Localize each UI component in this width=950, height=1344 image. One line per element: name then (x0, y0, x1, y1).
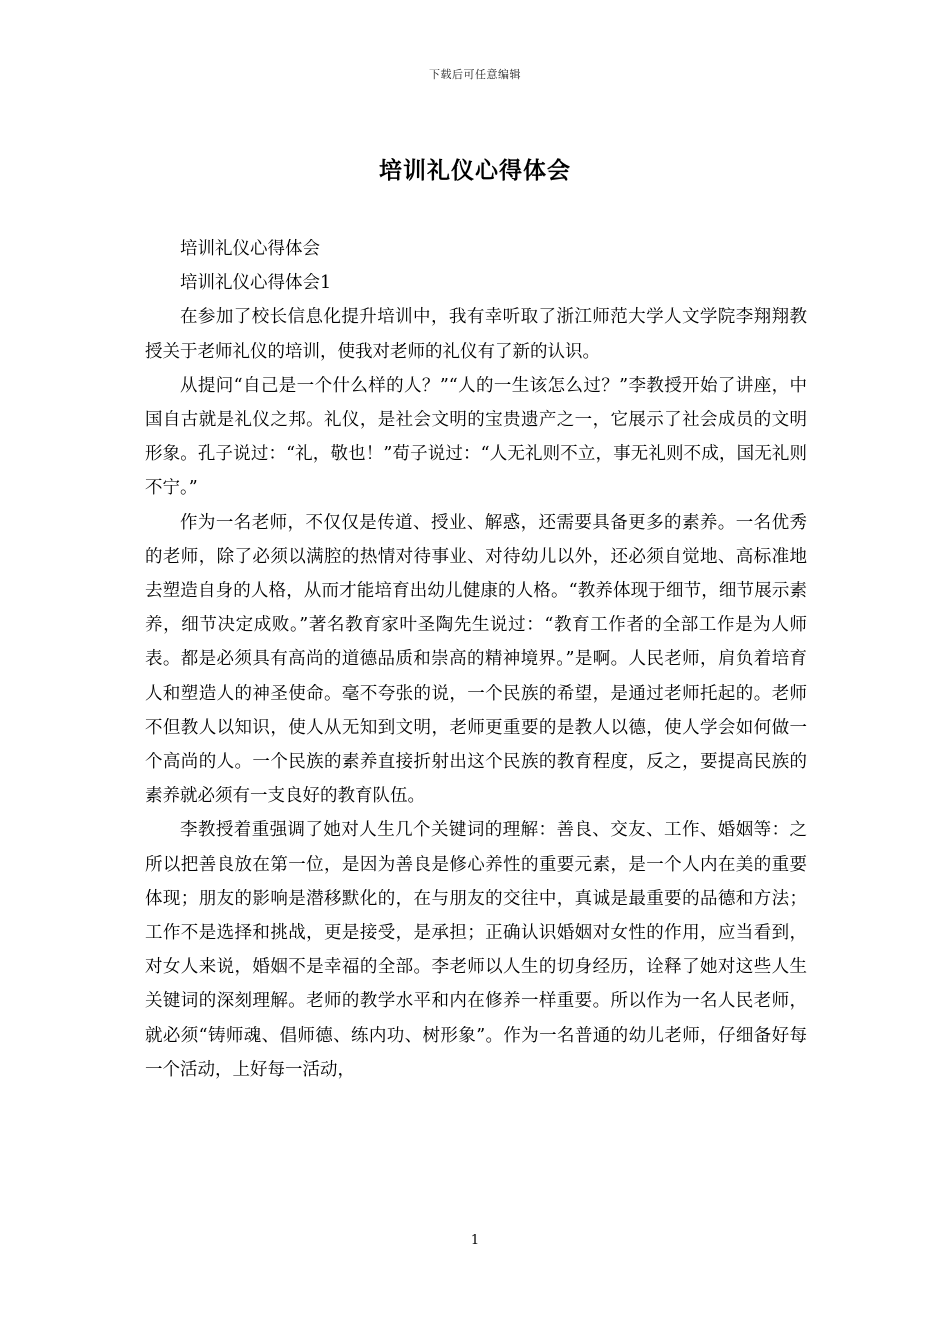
paragraph-teacher-role: 作为一名老师，不仅仅是传道、授业、解惑，还需要具备更多的素养。一名优秀的老师，除了必须以满腔的热情对待事业、对待幼儿以外，还必须自觉地、高标准地去塑造自身的人格，从而才能培育出幼儿健康的人格。“教养体现于细节，细节展示素养，细节决定成败。”著名教育家叶圣陶先生说过：“教育工作者的全部工作是为人师表。都是必须具有高尚的道德品质和崇高的精神境界。”是啊。人民老师，肩负着培育人和塑造人的神圣使命。毫不夸张的说，一个民族的希望，是通过老师托起的。老师不但教人以知识，使人从无知到文明，老师更重要的是教人以德，使人学会如何做一个高尚的人。一个民族的素养直接折射出这个民族的教育程度，反之，要提高民族的素养就必须有一支良好的教育队伍。 (145, 512, 807, 807)
paragraph-etiquette-history: 从提问“自己是一个什么样的人？”“人的一生该怎么过？”李教授开始了讲座，中国自古就是礼仪之邦。礼仪，是社会文明的宝贵遗产之一，它展示了社会成员的文明形象。孔子说过：“礼，敬也！”荀子说过：“人无礼则不立，事无礼则不成，国无礼则不宁。” (145, 375, 807, 499)
paragraph-subtitle: 培训礼仪心得体会 (180, 239, 320, 259)
document-body (145, 232, 807, 1087)
paragraph-intro: 在参加了校长信息化提升培训中，我有幸听取了浙江师范大学人文学院李翔翔教授关于老师礼仪的培训，使我对老师的礼仪有了新的认识。 (145, 307, 807, 362)
page-header-note: 下载后可任意编辑 (429, 68, 521, 81)
paragraph-life-keywords: 李教授着重强调了她对人生几个关键词的理解：善良、交友、工作、婚姻等：之所以把善良放在第一位，是因为善良是修心养性的重要元素，是一个人内在美的重要体现；朋友的影响是潜移默化的，在与朋友的交往中，真诚是最重要的品德和方法；工作不是选择和挑战，更是接受，是承担；正确认识婚姻对女性的作用，应当看到，对女人来说，婚姻不是幸福的全部。李老师以人生的切身经历，诠释了她对这些人生关键词的深刻理解。老师的教学水平和内在修养一样重要。所以作为一名人民老师，就必须“铸师魂、倡师德、练内功、树形象”。作为一名普通的幼儿老师，仔细备好每一个活动，上好每一活动， (145, 820, 807, 1080)
paragraph-section-heading: 培训礼仪心得体会1 (180, 273, 332, 294)
document-title: 培训礼仪心得体会 (379, 157, 571, 184)
page-number: 1 (470, 1233, 480, 1248)
